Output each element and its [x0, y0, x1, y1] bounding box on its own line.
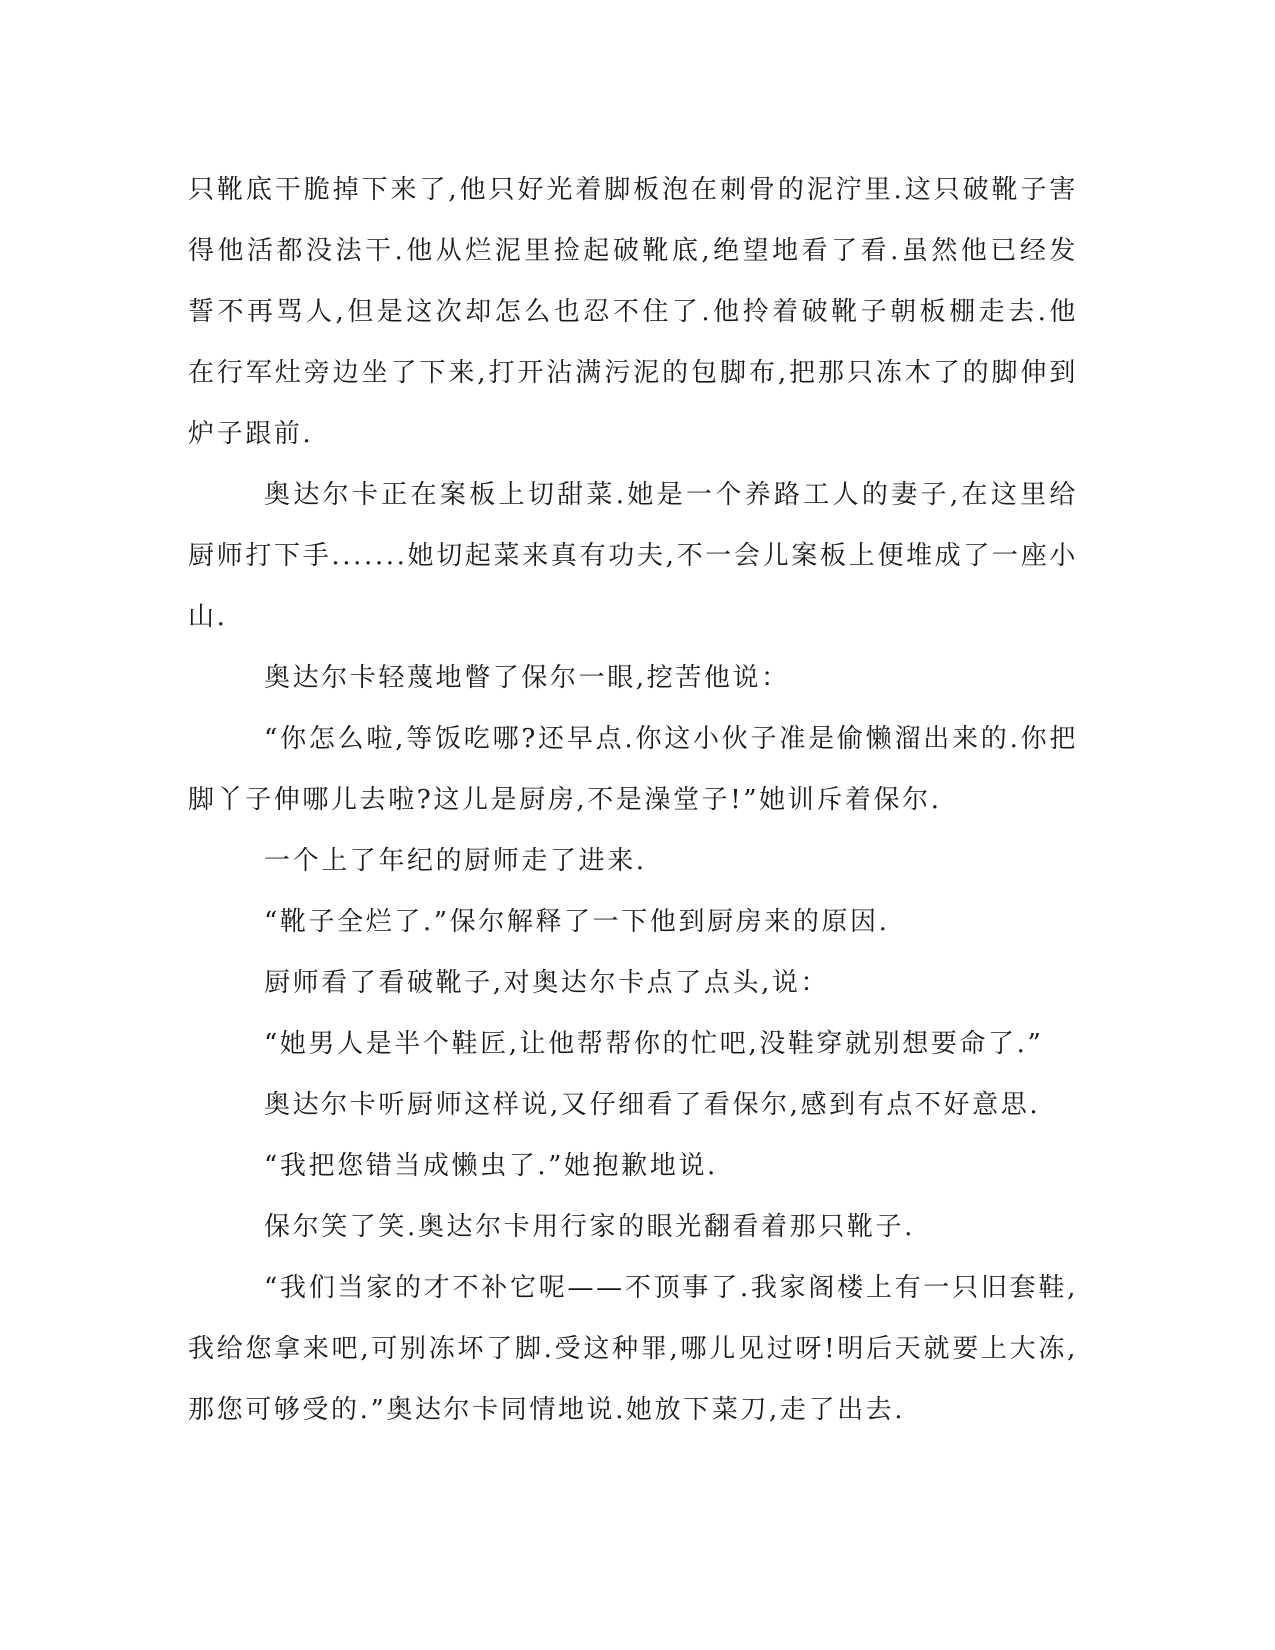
- paragraph-9: 奥达尔卡听厨师这样说,又仔细看了看保尔,感到有点不好意思.: [264, 1090, 1041, 1120]
- paragraph-1: 只靴底干脆掉下来了,他只好光着脚板泡在刺骨的泥泞里.这只破靴子害得他活都没法干.他从烂泥里捡起破靴底,绝望地看了看.虽然他已经发誓不再骂人,但是这次却怎么也忍不住了.他拎着破靴子朝板棚走去.他在行军灶旁边坐了下来,打开沾满污泥的包脚布,把那只冻木了的脚伸到炉子跟前.: [188, 175, 1078, 449]
- paragraph-11: 保尔笑了笑.奥达尔卡用行家的眼光翻看着那只靴子.: [264, 1212, 915, 1242]
- paragraph-3: 奥达尔卡轻蔑地瞥了保尔一眼,挖苦他说：: [264, 663, 790, 693]
- paragraph-7: 厨师看了看破靴子,对奥达尔卡点了点头,说：: [264, 968, 830, 998]
- paragraph-2: 奥达尔卡正在案板上切甜菜.她是一个养路工人的妻子,在这里给厨师打下手.......她切起菜来真有功夫,不一会儿案板上便堆成了一座小山.: [188, 480, 1078, 632]
- paragraph-8: “她男人是半个鞋匠,让他帮帮你的忙吧,没鞋穿就别想要命了.”: [264, 1029, 1044, 1059]
- paragraph-5: 一个上了年纪的厨师走了进来.: [264, 846, 647, 876]
- paragraph-4: “你怎么啦,等饭吃哪?还早点.你这小伙子准是偷懒溜出来的.你把脚丫子伸哪儿去啦?这儿是厨房,不是澡堂子!”她训斥着保尔.: [188, 724, 1078, 815]
- paragraph-6: “靴子全烂了.”保尔解释了一下他到厨房来的原因.: [264, 907, 890, 937]
- paragraph-12: “我们当家的才不补它呢——不顶事了.我家阁楼上有一只旧套鞋,我给您拿来吧,可别冻坏了脚.受这种罪,哪儿见过呀!明后天就要上大冻,那您可够受的.”奥达尔卡同情地说.她放下菜刀,走了出去.: [188, 1273, 1078, 1425]
- paragraph-10: “我把您错当成懒虫了.”她抱歉地说.: [264, 1151, 718, 1181]
- document-body: [188, 160, 1078, 1441]
